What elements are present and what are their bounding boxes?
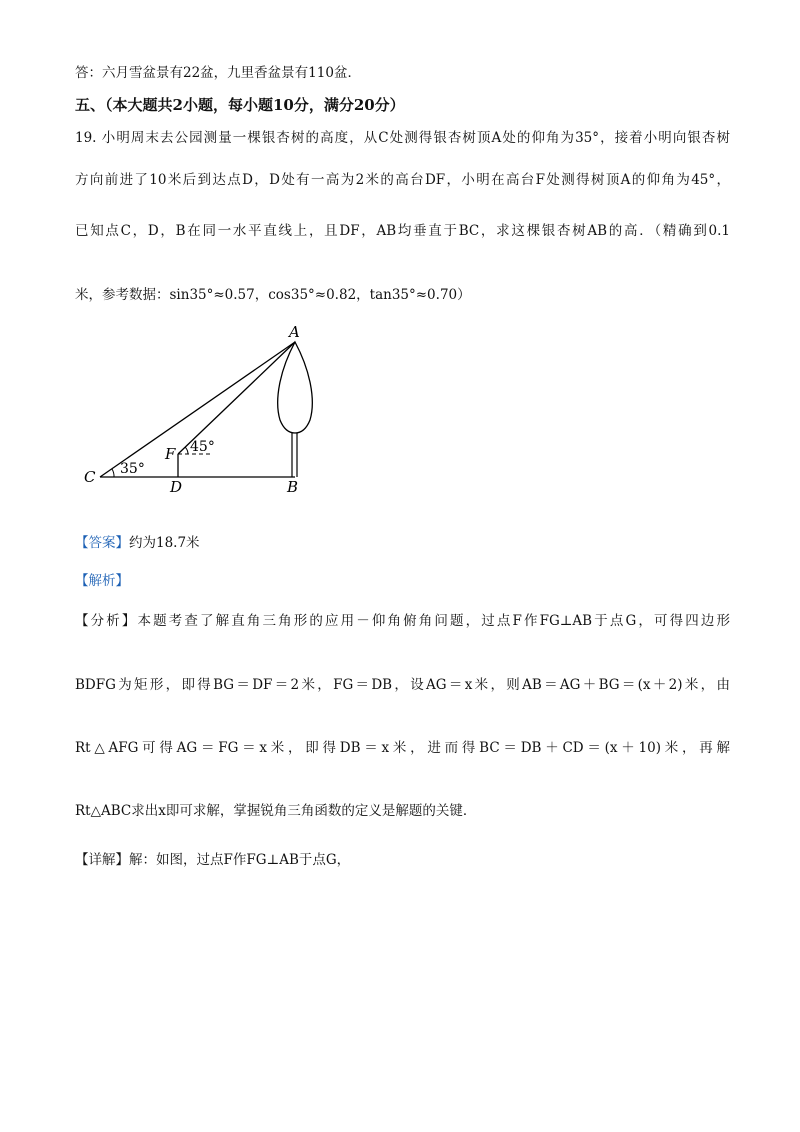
problem-line-4: 米，参考数据：sin35°≈0.57，cos35°≈0.82，tan35°≈0.70） [75,287,471,303]
label-angle-c: 35° [120,461,145,477]
problem-line-1: 19. 小明周末去公园测量一棵银杏树的高度，从C处测得银杏树顶A处的仰角为35°，接着小明向银杏树 [75,130,730,146]
answer-line [75,533,200,553]
label-c: C [84,468,96,486]
answer-text: 约为18.7米 [129,535,200,551]
fenxi-line-3: Rt△AFG可得AG＝FG＝x米，即得DB＝x米，进而得BC＝DB＋CD＝(x＋10)米，再解 [75,740,730,756]
answer-tag: 【答案】 [75,535,129,551]
section-title: 五、（本大题共2小题，每小题10分，满分20分） [75,96,405,114]
tree-crown [278,342,313,433]
analysis-tag: 【解析】 [75,573,129,589]
label-b: B [287,478,299,496]
fenxi-line-2: BDFG为矩形，即得BG＝DF＝2米，FG＝DB，设AG＝x米，则AB＝AG＋BG＝(x＋2)米，由 [75,677,730,693]
problem-line-3: 已知点C，D，B在同一水平直线上，且DF，AB均垂直于BC，求这棵银杏树AB的高．（精确到0.1 [75,223,730,239]
prev-answer: 答：六月雪盆景有22盆，九里香盆景有110盆． [75,65,361,81]
fenxi-line-1: 【分析】本题考查了解直角三角形的应用－仰角俯角问题，过点F作FG⊥AB于点G，可得四边形 [75,613,730,629]
geometry-figure [0,320,800,510]
angle-arc-f [185,447,188,454]
label-a: A [289,323,300,341]
line-ca [100,342,295,477]
angle-arc-c [112,469,114,477]
label-f: F [165,445,176,463]
label-d: D [170,478,183,496]
fenxi-line-4: Rt△ABC求出x即可求解，掌握锐角三角函数的定义是解题的关键． [75,803,477,819]
problem-line-2: 方向前进了10米后到达点D，D处有一高为2米的高台DF，小明在高台F处测得树顶A的仰角为45°， [75,172,730,188]
label-angle-f: 45° [190,439,215,455]
detail-line-1: 【详解】解：如图，过点F作FG⊥AB于点G， [75,852,351,868]
